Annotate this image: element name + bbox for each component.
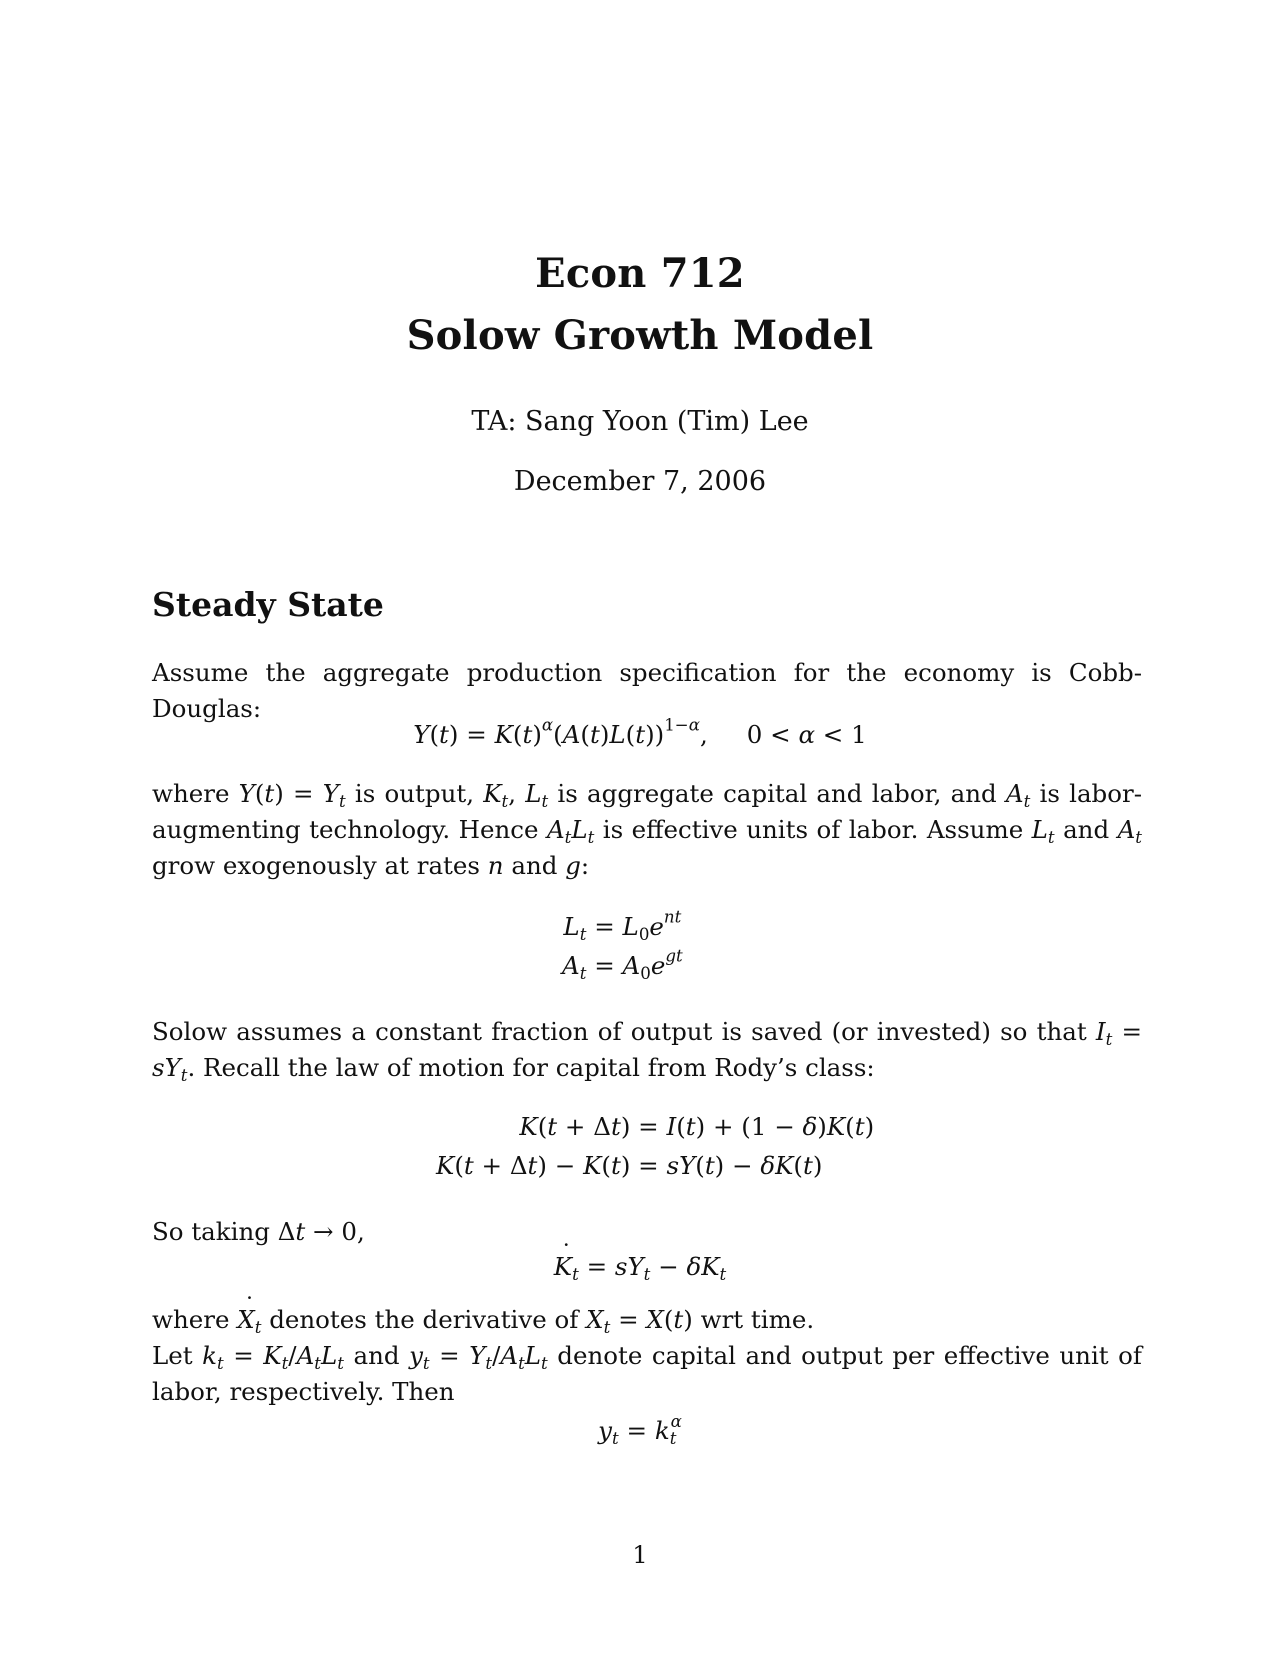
paragraph-savings: Solow assumes a constant fraction of output is saved (or invested) so that $I_t = sY_t$. Recall the law of motion for capital from Rody’s class: [152,1017,1143,1085]
equation-law-of-motion [436,1112,874,1180]
equation-law-motion-2-lhs: K(t + Δt) − K(t) [436,1151,639,1180]
equation-tech-growth-rhs: = $A_0e^{gt}$ [594,946,683,983]
equation-growth-rates [562,907,683,983]
equation-cobb-douglas: $Y(t) = K(t)^\alpha(A(t)L(t))^{1-\alpha}$, 0 < α < 1 [413,715,867,749]
paper-title: Solow Growth Model [406,312,874,359]
equation-law-motion-2-rhs: = sY(t) − δK(t) [638,1151,823,1180]
equation-capital-dot: ˙ $K_t = sY_t - \delta K_t$ [0,1252,1280,1281]
equation-law-motion-1-lhs: K(t + Δt) [519,1112,639,1141]
paragraph-per-effective-labor [152,1302,1142,1410]
equation-intensive-form: $y_t = k_t^\alpha$ [598,1411,682,1448]
paragraph-intensive-definition: Let $k_t = K_t/A_tL_t$ and $y_t = Y_t/A_tL_t$ denote capital and output per effective unit of labor, respectively. Then [152,1341,1142,1406]
paragraph-cobb-douglas: Assume the aggregate production specification for the economy is Cobb-Douglas: [152,658,1142,723]
paragraph-derivative-note: where ˙ $X_t$ denotes the derivative of $X_t = X(t)$ wrt time. [152,1305,814,1334]
equation-labor-growth-rhs: = $L_0e^{nt}$ [594,907,682,944]
paragraph-limit: So taking Δt → 0, [152,1217,365,1246]
author-line: TA: Sang Yoon (Tim) Lee [471,406,809,437]
equation-law-motion-1-rhs: = I(t) + (1 − δ)K(t) [638,1112,875,1141]
section-heading: Steady State [152,585,384,624]
equation-tech-growth-lhs: $A_t$ [562,951,587,983]
course-title: Econ 712 [535,250,745,297]
date-line: December 7, 2006 [513,466,767,497]
equation-labor-growth-lhs: $L_t$ [563,912,587,944]
paragraph-definitions: where $Y(t) = Y_t$ is output, $K_t$, $L_t$ is aggregate capital and labor, and $A_t$ is labor-augmenting technology. Hence $A_tL_t$ is effective units of labor. Assume $L_t$ and $A_t$ grow exogenously at rates n and g: [152,779,1142,880]
page-number: 1 [632,1541,648,1569]
